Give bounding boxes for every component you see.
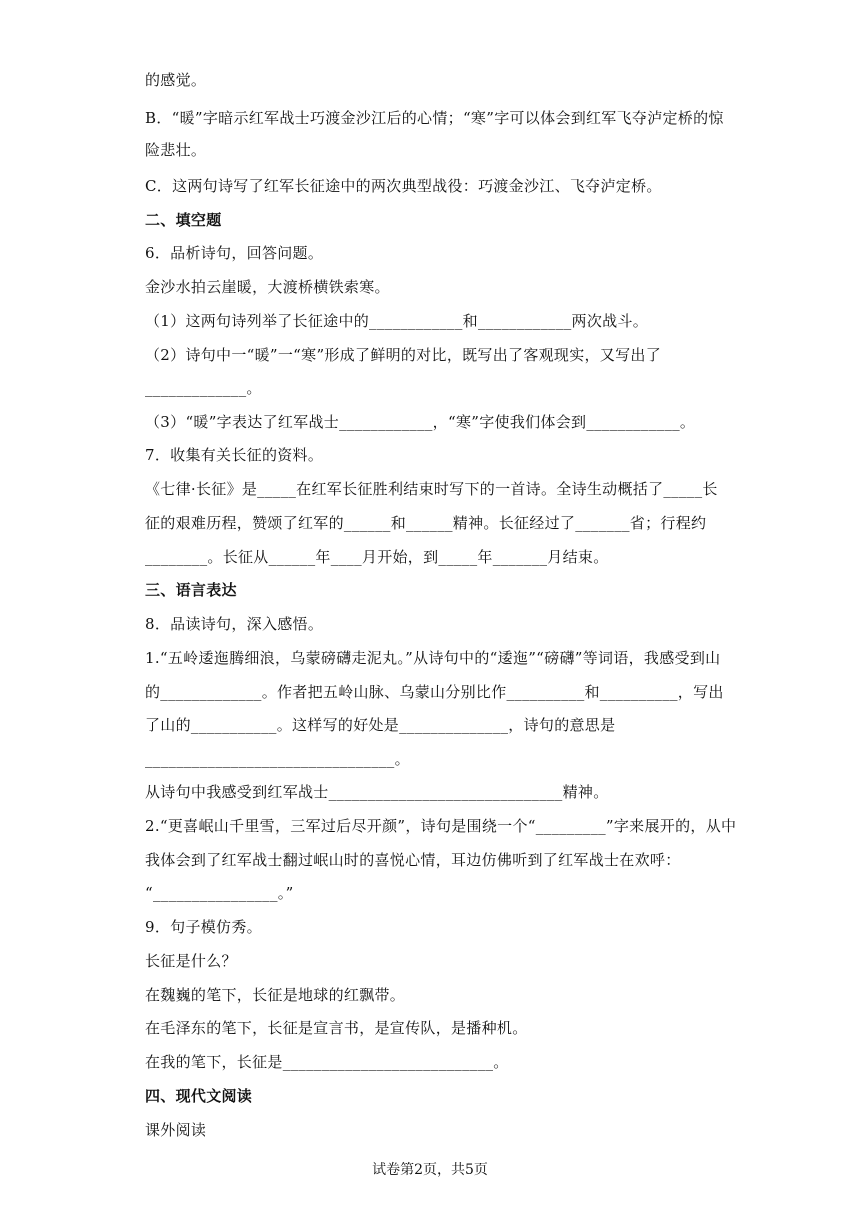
q8-1-line-5: 从诗句中我感受到红军战士______________________________精神。 bbox=[145, 783, 609, 801]
q7-line-1: 《七律·长征》是_____在红军长征胜利结束时写下的一首诗。全诗生动概括了_____长 bbox=[145, 480, 718, 498]
q8-2-line-1: 2.“更喜岷山千里雪，三军过后尽开颜”，诗句是围绕一个“_________”字来展开的，从中 bbox=[145, 817, 737, 835]
q8-1-line-1: 1.“五岭逶迤腾细浪，乌蒙磅礴走泥丸。”从诗句中的“逶迤”“磅礴”等词语，我感受到山 bbox=[145, 649, 721, 667]
question-7: 7．收集有关长征的资料。 bbox=[145, 446, 324, 464]
q9-line-2: 在魏巍的笔下，长征是地球的红飘带。 bbox=[145, 986, 406, 1004]
q6-part-2: （2）诗句中一“暖”一“寒”形成了鲜明的对比，既写出了客观现实，又写出了 bbox=[145, 346, 662, 364]
q7-line-3: ________。长征从______年____月开始，到_____年_______月结束。 bbox=[145, 548, 609, 566]
option-c: C．这两句诗写了红军长征途中的两次典型战役：巧渡金沙江、飞夺泸定桥。 bbox=[145, 177, 662, 195]
text-line: 的感觉。 bbox=[145, 71, 207, 89]
q6-part-3: （3）“暖”字表达了红军战士____________，“寒”字使我们体会到____________。 bbox=[145, 413, 696, 431]
q6-part-2-blank: _____________。 bbox=[145, 379, 262, 397]
section-heading: 二、填空题 bbox=[145, 211, 222, 229]
reading-label: 课外阅读 bbox=[145, 1121, 207, 1139]
question-8: 8．品读诗句，深入感悟。 bbox=[145, 615, 324, 633]
q8-1-line-4: ________________________________。 bbox=[145, 750, 410, 768]
q7-line-2: 征的艰难历程，赞颂了红军的______和______精神。长征经过了_______省；行程约 bbox=[145, 514, 707, 532]
q8-1-line-2: 的_____________。作者把五岭山脉、乌蒙山分别比作__________和__________，写出 bbox=[145, 683, 724, 701]
page-footer: 试卷第2页，共5页 bbox=[372, 1162, 488, 1178]
section-heading: 三、语言表达 bbox=[145, 581, 237, 599]
q9-line-4: 在我的笔下，长征是___________________________。 bbox=[145, 1053, 509, 1071]
q8-1-line-3: 了山的___________。这样写的好处是______________，诗句的意思是 bbox=[145, 716, 616, 734]
q6-part-1: （1）这两句诗列举了长征途中的____________和____________两次战斗。 bbox=[145, 312, 649, 330]
q9-line-3: 在毛泽东的笔下，长征是宣言书，是宣传队，是播种机。 bbox=[145, 1019, 528, 1037]
option-b-line-1: B．“暖”字暗示红军战士巧渡金沙江后的心情；“寒”字可以体会到红军飞夺泸定桥的惊 bbox=[145, 109, 724, 127]
poem-line: 金沙水拍云崖暖，大渡桥横铁索寒。 bbox=[145, 278, 390, 296]
q8-2-line-3: “________________。” bbox=[145, 884, 294, 902]
q8-2-line-2: 我体会到了红军战士翻过岷山时的喜悦心情，耳边仿佛听到了红军战士在欢呼： bbox=[145, 851, 681, 869]
question-6: 6．品析诗句，回答问题。 bbox=[145, 244, 324, 262]
question-9: 9．句子模仿秀。 bbox=[145, 918, 262, 936]
option-b-line-2: 险悲壮。 bbox=[145, 141, 207, 159]
q9-line-1: 长征是什么？ bbox=[145, 952, 237, 970]
section-heading: 四、现代文阅读 bbox=[145, 1087, 253, 1105]
